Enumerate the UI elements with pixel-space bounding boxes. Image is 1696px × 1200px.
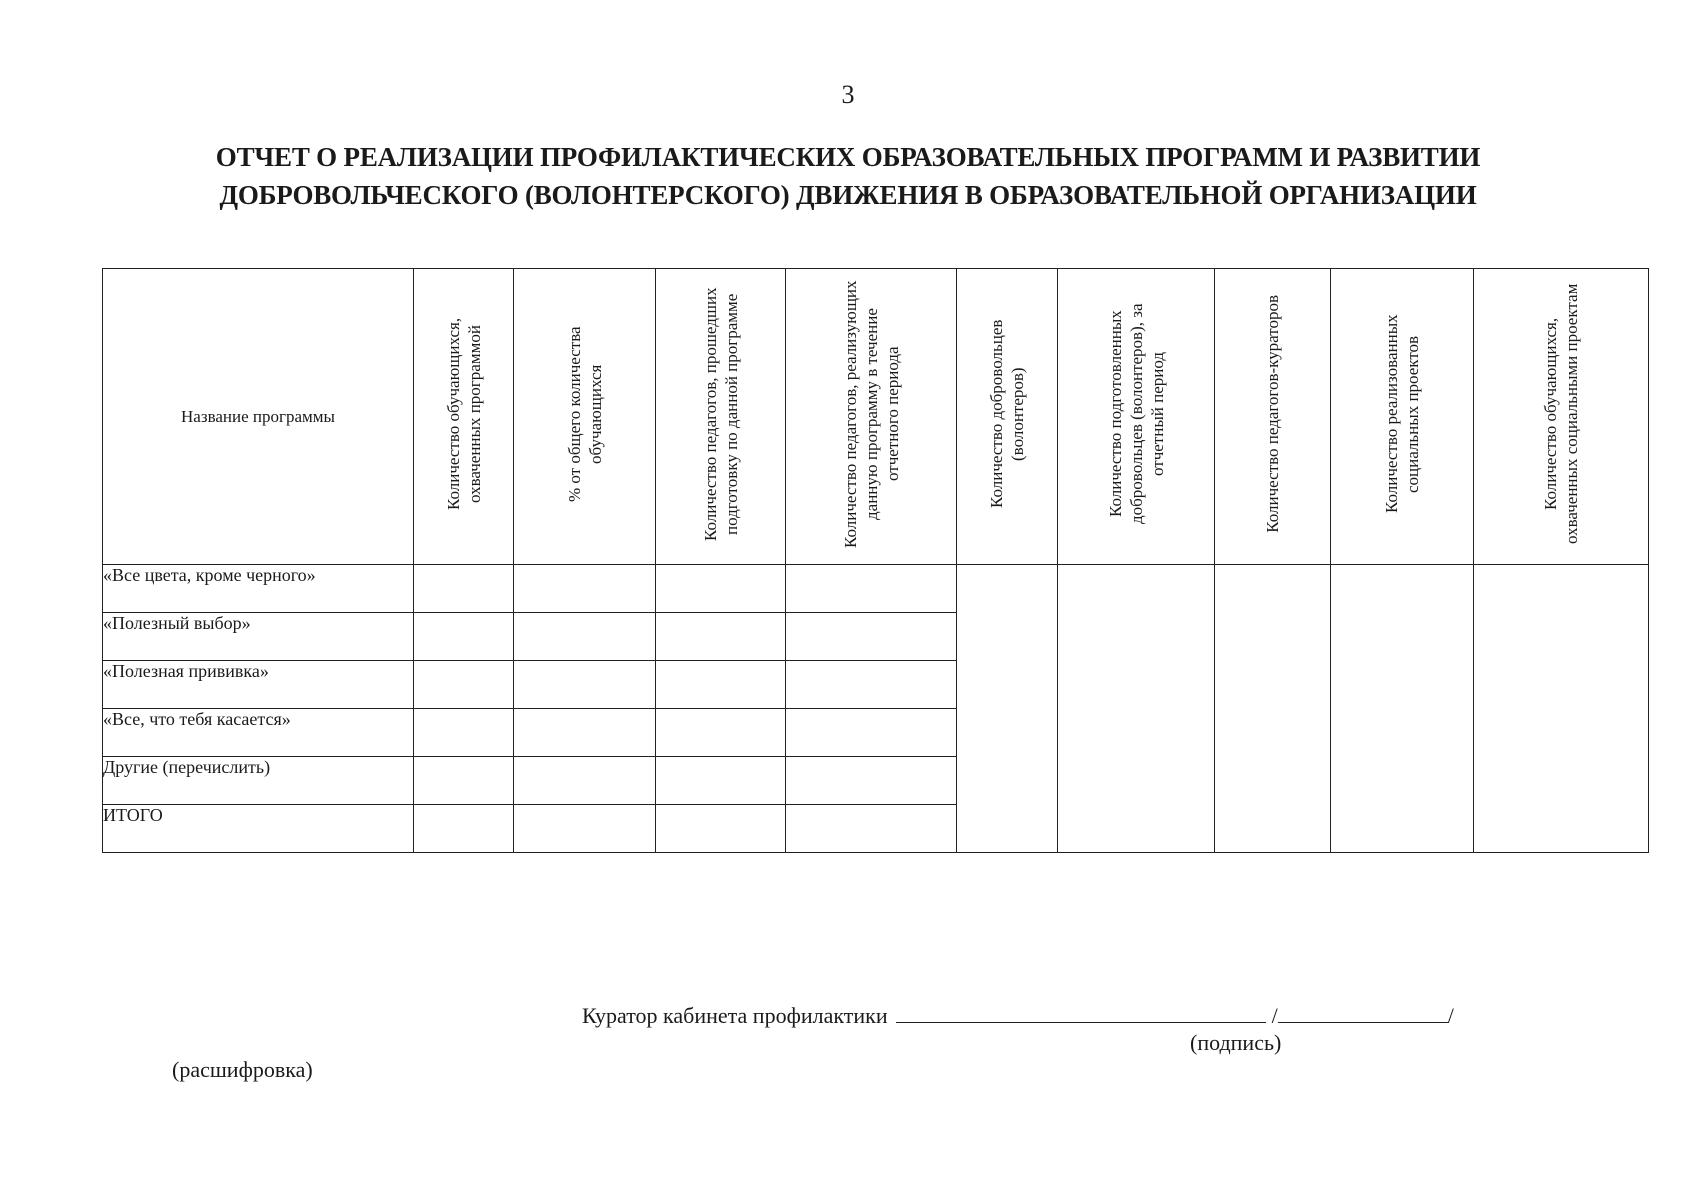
table-row [103,565,1649,613]
table-cell [786,661,957,709]
table-cell [414,661,514,709]
header-volunteers-trained: Количество подготовленных добровольцев (волонтеров), за отчетный период [1058,269,1215,565]
header-row [103,269,1649,565]
program-name-cell: «Все, что тебя касается» [103,709,414,757]
decoding-caption: (расшифровка) [172,1057,313,1082]
program-name-cell: Другие (перечислить) [103,757,414,805]
table-cell [514,757,656,805]
curator-label: Куратор кабинета профилактики [582,1003,888,1028]
page-number: 3 [841,80,855,109]
table-cell [786,709,957,757]
header-students-covered: Количество обучающихся, охваченных программой [414,269,514,565]
program-name-cell: ИТОГО [103,805,414,853]
table-cell [514,805,656,853]
table-cell [656,565,786,613]
table-cell [514,709,656,757]
table-cell [786,757,957,805]
table-cell [656,661,786,709]
table-cell [514,661,656,709]
merged-volunteers-cell [957,565,1058,853]
table-cell [786,565,957,613]
name-blank [1278,1000,1448,1023]
header-teachers-implementing: Количество педагогов, реализующих данную программу в течение отчетного периода [786,269,957,565]
table-cell [414,757,514,805]
header-teachers-trained: Количество педагогов, прошедших подготовку по данной программе [656,269,786,565]
merged-volunteers-trained-cell [1058,565,1215,853]
merged-curators-cell [1215,565,1331,853]
header-percent-of-students: % от общего количества обучающихся [514,269,656,565]
table-cell [514,565,656,613]
table-cell [514,613,656,661]
signature-line [582,1000,1454,1029]
header-students-in-projects: Количество обучающихся, охваченных социальными проектам [1474,269,1649,565]
table-cell [414,613,514,661]
title-line-1: ОТЧЕТ О РЕАЛИЗАЦИИ ПРОФИЛАКТИЧЕСКИХ ОБРАЗОВАТЕЛЬНЫХ ПРОГРАММ И РАЗВИТИИ [215,142,1481,172]
header-volunteers: Количество добровольцев (волонтеров) [957,269,1058,565]
program-name-cell: «Все цвета, кроме черного» [103,565,414,613]
table-cell [414,709,514,757]
header-social-projects: Количество реализованных социальных проектов [1331,269,1474,565]
header-program-name: Название программы [103,269,414,565]
slash-1: / [1271,1003,1278,1028]
table-cell [786,805,957,853]
merged-projects-cell [1331,565,1474,853]
report-table [102,268,1649,853]
table-cell [786,613,957,661]
program-name-cell: «Полезный выбор» [103,613,414,661]
table-cell [656,757,786,805]
table-cell [414,805,514,853]
document-title [0,138,1696,214]
signature-blank [896,1000,1266,1023]
slash-2: / [1447,1003,1454,1028]
table-cell [414,565,514,613]
header-curator-teachers: Количество педагогов-кураторов [1215,269,1331,565]
merged-students-projects-cell [1474,565,1649,853]
program-name-cell: «Полезная прививка» [103,661,414,709]
table-cell [656,613,786,661]
table-cell [656,805,786,853]
signature-caption: (подпись) [1190,1030,1282,1055]
title-line-2: ДОБРОВОЛЬЧЕСКОГО (ВОЛОНТЕРСКОГО) ДВИЖЕНИЯ В ОБРАЗОВАТЕЛЬНОЙ ОРГАНИЗАЦИИ [219,180,1477,210]
table-cell [656,709,786,757]
